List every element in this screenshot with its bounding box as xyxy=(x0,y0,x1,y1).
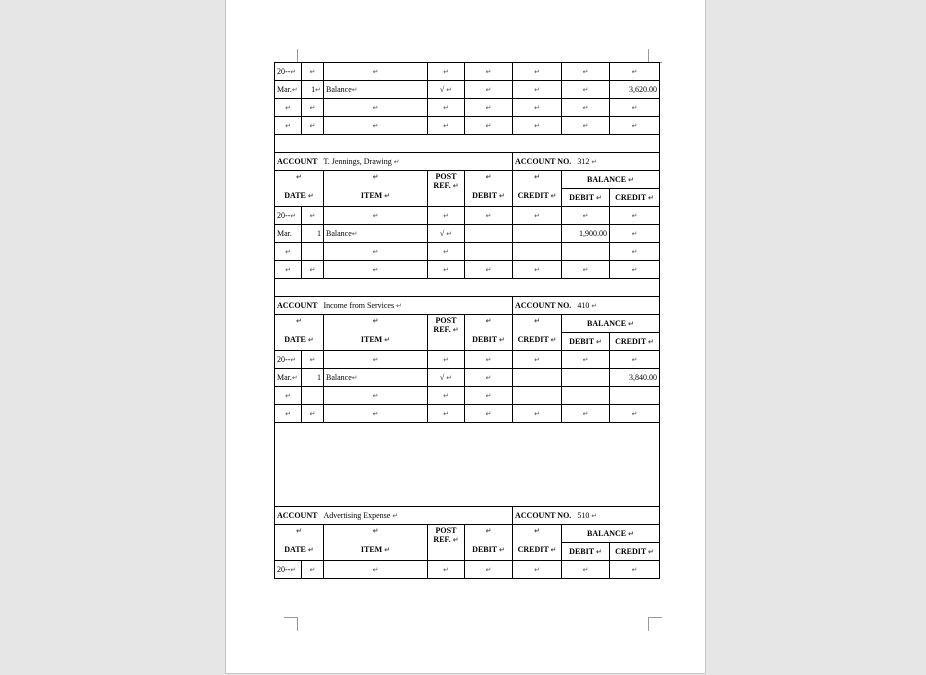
date-cell[interactable]: ↵ xyxy=(275,99,302,117)
item-header: ↵ ITEM ↵ xyxy=(324,315,428,351)
account-number-cell[interactable]: ACCOUNT NO. 312 ↵ xyxy=(513,153,660,171)
debit-cell[interactable]: ↵ xyxy=(465,207,513,225)
day-cell[interactable]: ↵ xyxy=(302,261,324,279)
post-ref-cell[interactable]: ↵ xyxy=(428,243,465,261)
credit-cell[interactable]: ↵ xyxy=(513,99,562,117)
column-header-row xyxy=(275,171,660,189)
debit-cell[interactable]: ↵ xyxy=(465,369,513,387)
date-cell[interactable]: Mar. xyxy=(275,225,302,243)
credit-cell[interactable]: ↵ xyxy=(513,405,562,423)
post-ref-cell[interactable]: √ ↵ xyxy=(428,369,465,387)
post-ref-cell[interactable]: ↵ xyxy=(428,117,465,135)
day-cell[interactable]: ↵ xyxy=(302,117,324,135)
item-cell[interactable]: ↵ xyxy=(324,351,428,369)
item-cell[interactable]: ↵ xyxy=(324,405,428,423)
debit-cell[interactable]: ↵ xyxy=(465,63,513,81)
credit-cell[interactable] xyxy=(513,225,562,243)
table-row xyxy=(275,243,660,261)
balance-debit-cell[interactable]: ↵ xyxy=(562,207,610,225)
debit-cell[interactable]: ↵ xyxy=(465,117,513,135)
balance-credit-cell[interactable]: ↵ xyxy=(610,99,660,117)
debit-cell[interactable]: ↵ xyxy=(465,81,513,99)
debit-cell[interactable]: ↵ xyxy=(465,99,513,117)
date-cell[interactable]: 20--↵ xyxy=(275,561,302,579)
crop-mark-bottom-right xyxy=(648,617,662,631)
item-cell[interactable]: Balance↵ xyxy=(324,369,428,387)
account-header-row xyxy=(275,153,660,171)
item-cell[interactable]: ↵ xyxy=(324,261,428,279)
credit-header: ↵ CREDIT ↵ xyxy=(513,525,562,561)
date-header: ↵ DATE ↵ xyxy=(275,315,324,351)
item-cell[interactable]: ↵ xyxy=(324,117,428,135)
post-ref-cell[interactable]: √ ↵ xyxy=(428,81,465,99)
balance-credit-cell[interactable]: ↵ xyxy=(610,261,660,279)
item-cell[interactable]: ↵ xyxy=(324,207,428,225)
crop-mark-bottom-left xyxy=(284,617,298,631)
balance-credit-cell[interactable]: 3,620.00 xyxy=(610,81,660,99)
debit-cell[interactable] xyxy=(465,225,513,243)
credit-cell[interactable]: ↵ xyxy=(513,63,562,81)
day-cell[interactable]: ↵ xyxy=(302,99,324,117)
table-row xyxy=(275,561,660,579)
debit-cell[interactable]: ↵ xyxy=(465,561,513,579)
balance-credit-cell[interactable]: ↵ xyxy=(610,405,660,423)
debit-header: ↵ DEBIT ↵ xyxy=(465,525,513,561)
spacer-row xyxy=(275,135,660,153)
balance-debit-cell[interactable]: ↵ xyxy=(562,405,610,423)
balance-debit-cell[interactable]: ↵ xyxy=(562,261,610,279)
post-ref-cell[interactable]: ↵ xyxy=(428,561,465,579)
balance-header: BALANCE ↵ xyxy=(562,171,660,189)
account-number-cell[interactable]: ACCOUNT NO. 510 ↵ xyxy=(513,507,660,525)
date-cell[interactable]: 20--↵ xyxy=(275,351,302,369)
credit-cell[interactable]: ↵ xyxy=(513,261,562,279)
balance-credit-cell[interactable]: ↵ xyxy=(610,225,660,243)
day-cell[interactable]: ↵ xyxy=(302,63,324,81)
table-row xyxy=(275,261,660,279)
item-cell[interactable]: ↵ xyxy=(324,243,428,261)
credit-cell[interactable]: ↵ xyxy=(513,117,562,135)
column-header-row xyxy=(275,525,660,543)
item-cell[interactable]: Balance↵ xyxy=(324,225,428,243)
balance-credit-cell[interactable]: ↵ xyxy=(610,561,660,579)
day-cell[interactable] xyxy=(302,387,324,405)
balance-credit-cell[interactable]: 3,840.00 xyxy=(610,369,660,387)
balance-debit-cell[interactable]: ↵ xyxy=(562,81,610,99)
balance-debit-cell[interactable] xyxy=(562,369,610,387)
balance-header: BALANCE ↵ xyxy=(562,315,660,333)
balance-credit-cell[interactable]: ↵ xyxy=(610,243,660,261)
account-name-cell[interactable]: ACCOUNT T. Jennings, Drawing ↵ xyxy=(275,153,513,171)
item-cell[interactable]: ↵ xyxy=(324,561,428,579)
balance-debit-cell[interactable]: ↵ xyxy=(562,351,610,369)
balance-debit-cell[interactable]: ↵ xyxy=(562,117,610,135)
column-header-row xyxy=(275,315,660,333)
date-cell[interactable]: ↵ xyxy=(275,387,302,405)
date-cell[interactable]: Mar.↵ xyxy=(275,81,302,99)
debit-header: ↵ DEBIT ↵ xyxy=(465,315,513,351)
post-ref-header: POST REF. ↵ xyxy=(428,171,465,207)
date-cell[interactable]: Mar.↵ xyxy=(275,369,302,387)
day-cell[interactable]: ↵ xyxy=(302,561,324,579)
balance-credit-header: CREDIT ↵ xyxy=(610,189,660,207)
date-cell[interactable]: ↵ xyxy=(275,117,302,135)
date-header: ↵ DATE ↵ xyxy=(275,525,324,561)
day-cell[interactable]: ↵ xyxy=(302,207,324,225)
account-header-row xyxy=(275,297,660,315)
day-cell[interactable]: 1 xyxy=(302,225,324,243)
crop-mark-top-right xyxy=(648,49,662,63)
balance-debit-cell[interactable] xyxy=(562,243,610,261)
post-ref-cell[interactable]: ↵ xyxy=(428,261,465,279)
table-row xyxy=(275,351,660,369)
balance-debit-cell[interactable]: ↵ xyxy=(562,63,610,81)
post-ref-cell[interactable]: ↵ xyxy=(428,63,465,81)
balance-credit-cell[interactable]: ↵ xyxy=(610,63,660,81)
balance-debit-cell[interactable] xyxy=(562,387,610,405)
post-ref-header: POST REF. ↵ xyxy=(428,315,465,351)
debit-cell[interactable] xyxy=(465,243,513,261)
date-cell[interactable]: ↵ xyxy=(275,405,302,423)
table-row xyxy=(275,117,660,135)
credit-cell[interactable]: ↵ xyxy=(513,207,562,225)
debit-header: ↵ DEBIT ↵ xyxy=(465,171,513,207)
day-cell[interactable] xyxy=(302,243,324,261)
date-cell[interactable]: ↵ xyxy=(275,261,302,279)
post-ref-cell[interactable]: ↵ xyxy=(428,207,465,225)
balance-debit-cell[interactable]: ↵ xyxy=(562,561,610,579)
balance-credit-cell[interactable]: ↵ xyxy=(610,207,660,225)
post-ref-cell[interactable]: ↵ xyxy=(428,99,465,117)
balance-debit-header: DEBIT ↵ xyxy=(562,333,610,351)
debit-cell[interactable]: ↵ xyxy=(465,387,513,405)
balance-credit-cell[interactable] xyxy=(610,387,660,405)
credit-header: ↵ CREDIT ↵ xyxy=(513,315,562,351)
balance-header: BALANCE ↵ xyxy=(562,525,660,543)
balance-debit-cell[interactable]: 1,900.00 xyxy=(562,225,610,243)
item-cell[interactable]: ↵ xyxy=(324,387,428,405)
spacer-row xyxy=(275,423,660,507)
item-header: ↵ ITEM ↵ xyxy=(324,171,428,207)
credit-cell[interactable]: ↵ xyxy=(513,351,562,369)
item-cell[interactable]: ↵ xyxy=(324,63,428,81)
credit-cell[interactable]: ↵ xyxy=(513,81,562,99)
account-header-row xyxy=(275,507,660,525)
spacer-cell xyxy=(275,135,660,153)
debit-cell[interactable]: ↵ xyxy=(465,261,513,279)
table-row xyxy=(275,99,660,117)
credit-cell[interactable] xyxy=(513,243,562,261)
ledger-table xyxy=(274,62,660,579)
spacer-row xyxy=(275,279,660,297)
crop-mark-top-left xyxy=(284,49,298,63)
item-cell[interactable]: ↵ xyxy=(324,99,428,117)
credit-cell[interactable] xyxy=(513,387,562,405)
post-ref-cell[interactable]: ↵ xyxy=(428,387,465,405)
item-header: ↵ ITEM ↵ xyxy=(324,525,428,561)
balance-credit-header: CREDIT ↵ xyxy=(610,333,660,351)
day-cell[interactable]: 1↵ xyxy=(302,81,324,99)
date-cell[interactable]: 20--↵ xyxy=(275,207,302,225)
balance-credit-cell[interactable]: ↵ xyxy=(610,117,660,135)
balance-debit-header: DEBIT ↵ xyxy=(562,189,610,207)
credit-cell[interactable]: ↵ xyxy=(513,561,562,579)
table-row xyxy=(275,225,660,243)
date-cell[interactable]: ↵ xyxy=(275,243,302,261)
post-ref-header: POST REF. ↵ xyxy=(428,525,465,561)
day-cell[interactable]: ↵ xyxy=(302,405,324,423)
spacer-cell xyxy=(275,279,660,297)
credit-header: ↵ CREDIT ↵ xyxy=(513,171,562,207)
account-number-cell[interactable]: ACCOUNT NO. 410 ↵ xyxy=(513,297,660,315)
spacer-cell xyxy=(275,423,660,507)
table-row xyxy=(275,63,660,81)
credit-cell[interactable] xyxy=(513,369,562,387)
table-row xyxy=(275,81,660,99)
date-header: ↵ DATE ↵ xyxy=(275,171,324,207)
post-ref-cell[interactable]: ↵ xyxy=(428,351,465,369)
balance-credit-cell[interactable]: ↵ xyxy=(610,351,660,369)
item-cell[interactable]: Balance↵ xyxy=(324,81,428,99)
post-ref-cell[interactable]: ↵ xyxy=(428,405,465,423)
table-row xyxy=(275,369,660,387)
balance-credit-header: CREDIT ↵ xyxy=(610,543,660,561)
account-name-cell[interactable]: ACCOUNT Advertising Expense ↵ xyxy=(275,507,513,525)
day-cell[interactable]: 1 xyxy=(302,369,324,387)
post-ref-cell[interactable]: √ ↵ xyxy=(428,225,465,243)
table-row xyxy=(275,405,660,423)
account-name-cell[interactable]: ACCOUNT Income from Services ↵ xyxy=(275,297,513,315)
debit-cell[interactable]: ↵ xyxy=(465,351,513,369)
table-row xyxy=(275,387,660,405)
date-cell[interactable]: 20--↵ xyxy=(275,63,302,81)
balance-debit-header: DEBIT ↵ xyxy=(562,543,610,561)
day-cell[interactable]: ↵ xyxy=(302,351,324,369)
balance-debit-cell[interactable]: ↵ xyxy=(562,99,610,117)
debit-cell[interactable]: ↵ xyxy=(465,405,513,423)
table-row xyxy=(275,207,660,225)
